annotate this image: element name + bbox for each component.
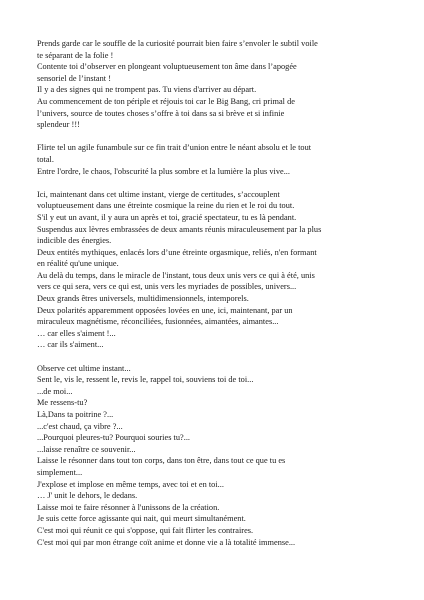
text-line: ...c'est chaud, ça vibre ?... <box>37 421 123 431</box>
document-body <box>37 38 407 548</box>
text-line: … car ils s'aiment... <box>37 340 104 350</box>
text-line: Deux polarités apparemment opposées lovées en une, ici, maintenant, par un <box>37 305 293 315</box>
text-line: sensoriel de l’instant ! <box>37 73 111 83</box>
paragraph-spacer <box>37 177 407 189</box>
text-line: S'il y eut un avant, il y aura un après et toi, gracié spectateur, tu es là pendant. <box>37 212 297 222</box>
text-line: C'est moi qui réunit ce qui s'oppose, qui fait flirter les contraires. <box>37 525 254 535</box>
text-line: Laisse moi te faire résonner à l'unissons de la création. <box>37 502 220 512</box>
paragraph-spacer <box>37 131 407 143</box>
text-line: Ici, maintenant dans cet ultime instant, vierge de certitudes, s’accouplent <box>37 189 280 199</box>
text-line: Flirte tel un agile funambule sur ce fin trait d’union entre le néant absolu et le tout <box>37 143 312 153</box>
text-line: Sent le, vis le, ressent le, revis le, rappel toi, souviens toi de toi... <box>37 375 254 385</box>
text-line: voluptueusement dans une étreinte cosmique la reine du rien et le roi du tout. <box>37 201 295 211</box>
text-line: J'explose et implose en même temps, avec toi et en toi... <box>37 479 224 489</box>
text-line: Là,Dans ta poitrine ?... <box>37 410 114 419</box>
text-line: Me ressens-tu? <box>37 398 88 408</box>
text-line: indicible des énergies. <box>37 236 112 246</box>
text-line: ...de moi... <box>37 386 73 396</box>
text-line: Deux grands êtres universels, multidimensionnels, intemporels. <box>37 294 249 304</box>
text-line: Laisse le résonner dans tout ton corps, dans ton être, dans tout ce que tu es <box>37 456 286 466</box>
text-line: ...laisse renaître ce souvenir... <box>37 444 136 454</box>
paragraph-spacer <box>37 351 407 363</box>
text-line: Contente toi d’observer en plongeant voluptueusement ton âme dans l’apogée <box>37 62 297 72</box>
text-line: splendeur !!! <box>37 120 80 130</box>
text-line: vers ce qui sera, vers ce qui est, unis vers les myriades de possibles, univers... <box>37 282 297 292</box>
text-line: Entre l'ordre, le chaos, l'obscurité la plus sombre et la lumière la plus vive... <box>37 166 290 176</box>
paragraph <box>37 142 407 177</box>
text-line: … car elles s'aiment !... <box>37 328 116 338</box>
text-line: ...Pourquoi pleures-tu? Pourquoi souries tu?... <box>37 433 191 443</box>
text-line: Deux entités mythiques, enlacés lors d’une étreinte orgasmique, reliés, n'en formant <box>37 247 317 257</box>
paragraph <box>37 363 407 549</box>
text-line: en réalité qu'une unique. <box>37 259 119 269</box>
text-line: … J' unit le dehors, le dedans. <box>37 491 138 501</box>
text-line: Il y a des signes qui ne trompent pas. Tu viens d'arriver au départ. <box>37 85 257 95</box>
text-line: Au delà du temps, dans le miracle de l'instant, tous deux unis vers ce qui à été, unis <box>37 270 315 280</box>
paragraph <box>37 189 407 351</box>
text-line: simplement... <box>37 467 83 477</box>
text-line: Je suis cette force agissante qui nait, qui meurt simultanément. <box>37 514 246 524</box>
text-line: l’univers, source de toutes choses s’offre à toi dans sa si brève et si infinie <box>37 108 285 118</box>
paragraph <box>37 38 407 131</box>
text-line: total. <box>37 154 54 164</box>
text-line: Suspendus aux lèvres embrassées de deux amants réunis miraculeusement par la plus <box>37 224 322 234</box>
text-line: miraculeux magnétisme, réconciliées, fusionnées, aimantées, aimantes... <box>37 317 279 327</box>
text-line: te séparant de la folie ! <box>37 50 114 60</box>
text-line: Au commencement de ton périple et réjouis toi car le Big Bang, cri primal de <box>37 96 295 106</box>
text-line: Observe cet ultime instant... <box>37 363 131 373</box>
text-line: Prends garde car le souffle de la curiosité pourrait bien faire s’envoler le subtil voile <box>37 39 318 48</box>
text-line: C'est moi qui par mon étrange coït anime et donne vie a là totalité immense... <box>37 537 296 547</box>
